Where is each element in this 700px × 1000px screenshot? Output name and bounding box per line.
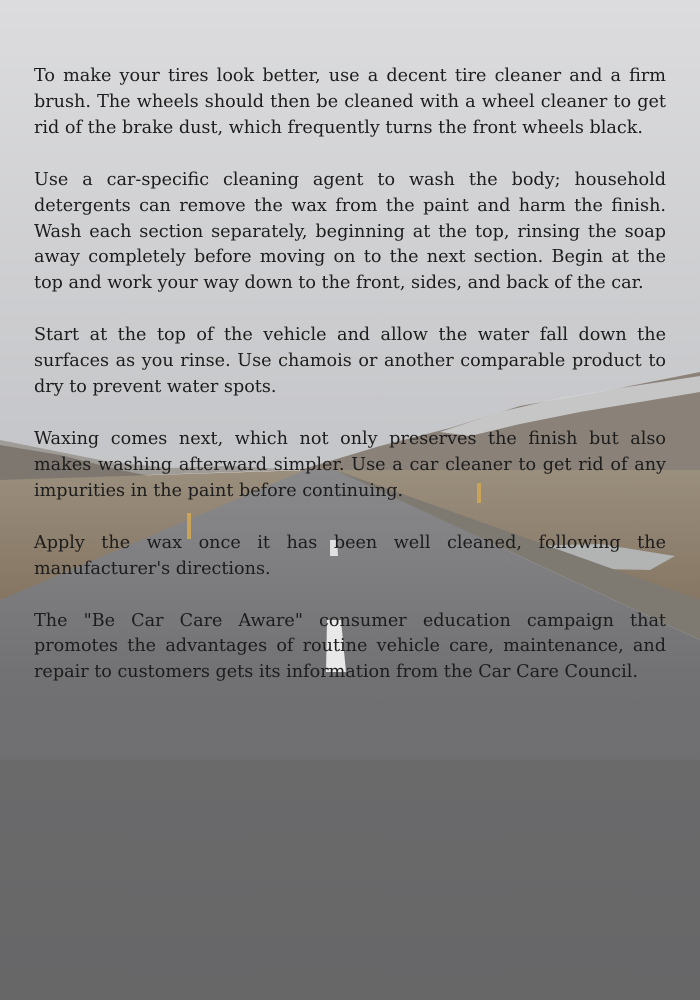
article-body (34, 64, 666, 712)
paragraph-apply-wax: Apply the wax once it has been well cleaned, following the manufacturer's directions. (34, 532, 666, 579)
road-texture (0, 760, 700, 1000)
paragraph-rinsing-drying: Start at the top of the vehicle and allow the water fall down the surfaces as you rinse. Use chamois or another comparable product to dry to prevent water spots. (34, 325, 666, 398)
paragraph-tires-wheels: To make your tires look better, use a decent tire cleaner and a firm brush. The wheels should then be cleaned with a wheel cleaner to get rid of the brake dust, which frequently turns the front wheels black. (34, 66, 666, 138)
paragraph-washing-body: Use a car-specific cleaning agent to wash the body; household detergents can remove the wax from the paint and harm the finish. Wash each section separately, beginning at the top, rinsing the soap away completely before moving on to the next section. Begin at the top and work your way down to the front, sides, and back of the car. (34, 169, 666, 294)
paragraph-car-care-council: The "Be Car Care Aware" consumer education campaign that promotes the advantages of routine vehicle care, maintenance, and repair to customers gets its information from the Car Care Council. (34, 610, 666, 683)
paragraph-waxing: Waxing comes next, which not only preserves the finish but also makes washing afterward simpler. Use a car cleaner to get rid of any impurities in the paint before continuing. (34, 428, 666, 501)
